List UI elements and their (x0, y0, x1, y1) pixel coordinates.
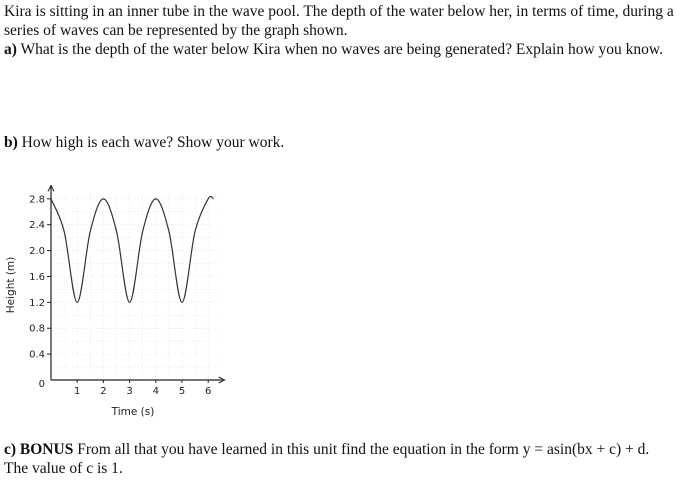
question-b (4, 133, 284, 152)
x-tick-label: 5 (178, 386, 186, 397)
y-tick-label: 2.4 (29, 220, 45, 232)
wave-curve (51, 196, 213, 302)
question-a-label: a) (4, 41, 17, 58)
y-tick-label: 1.6 (29, 271, 45, 283)
problem-intro: Kira is sitting in an inner tube in the wave pool. The depth of the water below her, in terms of time, during a series of waves can be represented by the graph shown. (4, 3, 674, 39)
x-tick-label: 4 (152, 386, 159, 397)
y-tick-label: 0 (38, 379, 45, 390)
x-tick-label: 2 (100, 386, 107, 397)
y-tick-labels (29, 194, 51, 390)
question-a-text: What is the depth of the water below Kira when no waves are being generated? Explain how you know. (16, 41, 663, 58)
wave-graph (0, 185, 240, 425)
x-tick-labels (74, 380, 211, 397)
y-tick-label: 0.8 (29, 323, 45, 335)
x-tick-label: 1 (74, 386, 81, 397)
x-tick-label: 6 (205, 386, 212, 397)
y-tick-label: 2.8 (29, 194, 45, 206)
x-axis-label: Time (s) (111, 406, 155, 418)
question-c-note: The value of c is 1. (4, 460, 123, 477)
chart-grid (51, 192, 219, 380)
y-tick-label: 2.0 (29, 246, 45, 258)
y-axis-label: Height (m) (5, 256, 17, 314)
question-c (4, 440, 684, 478)
question-c-label: c) BONUS (4, 441, 74, 458)
chart-axes (48, 185, 225, 383)
question-b-label: b) (4, 134, 18, 151)
question-b-text: How high is each wave? Show your work. (17, 134, 285, 151)
x-tick-label: 3 (126, 386, 133, 397)
y-tick-label: 1.2 (29, 297, 45, 309)
y-tick-label: 0.4 (29, 349, 45, 361)
question-a (4, 40, 680, 59)
question-c-text: From all that you have learned in this unit find the equation in the form y = asin(bx + c) + d. (73, 441, 650, 458)
